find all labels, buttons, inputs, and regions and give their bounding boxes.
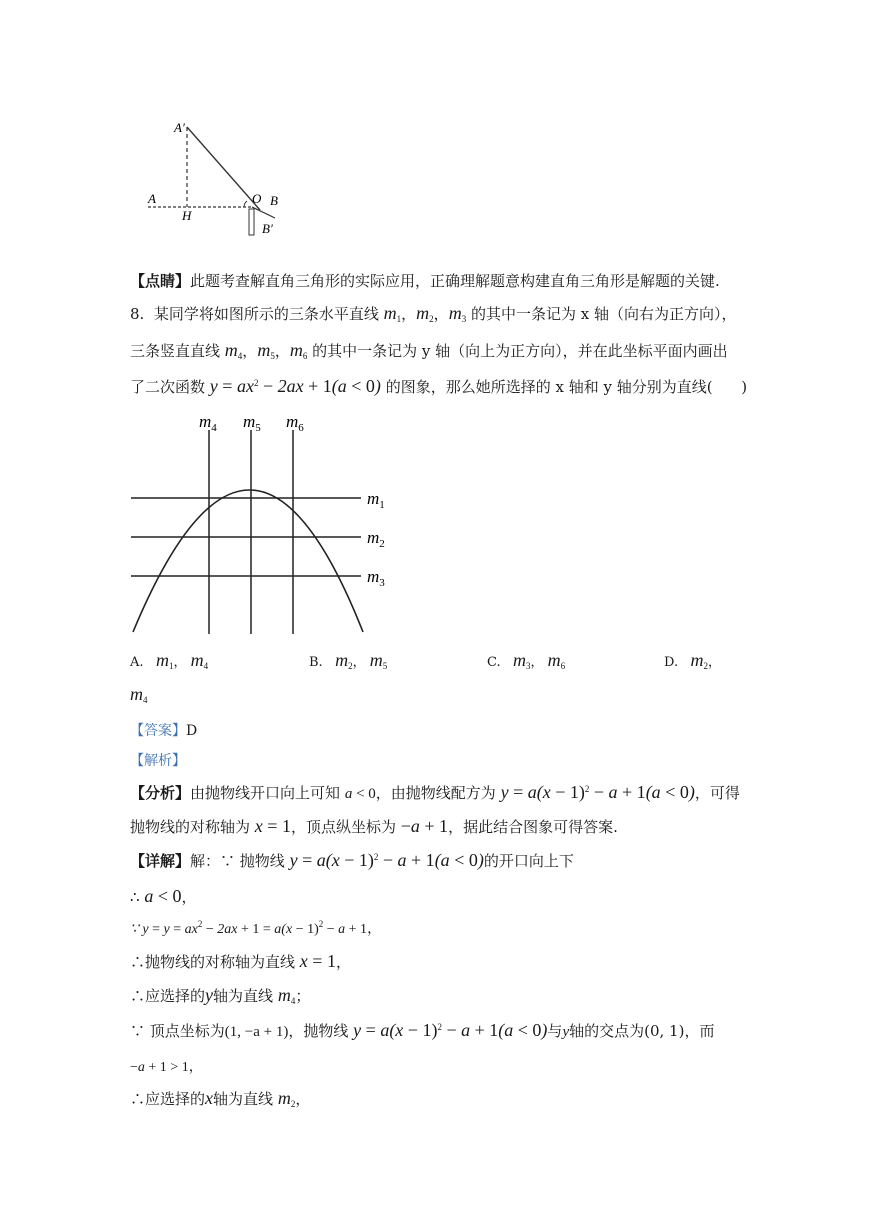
label-m4: $m_4$ xyxy=(199,412,217,434)
dianjing-line xyxy=(130,270,720,291)
function-formula: $y = ax^2 - 2ax + 1(a < 0)$ xyxy=(209,376,381,396)
step-2: ∵ $y = y = ax^2 - 2ax + 1 = a(x - 1)^2 - a + 1$， xyxy=(130,919,382,937)
step-7: ∴应选择的x轴为直线 $m_2$， xyxy=(130,1088,311,1109)
step-4: ∴应选择的y轴为直线 $m_4$； xyxy=(130,985,311,1006)
question-line-3 xyxy=(130,376,747,397)
label-m5: $m_5$ xyxy=(243,412,261,434)
fenxi-text-5: ，顶点纵坐标为 xyxy=(290,818,396,836)
label-b-prime: B′ xyxy=(262,221,273,236)
xiangjie-bracket: 【详解】 xyxy=(130,852,191,870)
xiangjie-text-1: 解：∵ 抛物线 xyxy=(190,852,285,870)
answer-line xyxy=(130,720,197,740)
step-7-text-a: ∴应选择的 xyxy=(130,1090,206,1108)
question-text-3b: 的图象，那么她所选择的 x 轴和 y 轴分别为直线( xyxy=(385,378,713,396)
label-m3: $m_3$ xyxy=(367,567,385,589)
question-text-2a: 三条竖直直线 xyxy=(130,342,221,360)
fenxi-line-1: 【分析】由抛物线开口向上可知 a < 0，由抛物线配方为 $y = a(x - 1)^2 - a + 1(a < 0)$，可得 xyxy=(130,782,740,802)
label-h: H xyxy=(182,208,192,223)
label-a: A xyxy=(148,191,156,206)
dianjing-bracket: 【点睛】 xyxy=(130,272,191,290)
step-5-text-a: ∵ 顶点坐标为 xyxy=(130,1022,225,1040)
fenxi-bracket: 【分析】 xyxy=(130,784,191,802)
xiangjie-line: 【详解】解：∵ 抛物线 $y = a(x - 1)^2 - a + 1(a < 0)$的开口向上下 xyxy=(130,850,574,870)
answer-label: 【答案】 xyxy=(130,723,186,739)
label-a-prime: A′ xyxy=(174,120,185,135)
triangle-figure xyxy=(140,115,290,245)
step-5-text-b: ，抛物线 xyxy=(288,1022,349,1040)
option-c: C. $m_3$， $m_6$ xyxy=(487,650,566,671)
step-5-text-c: 与 xyxy=(547,1022,563,1040)
step-1-therefore: ∴ xyxy=(130,888,140,906)
fenxi-text-4: 抛物线的对称轴为 xyxy=(130,818,251,836)
step-7-text-b: 轴为直线 xyxy=(213,1090,274,1108)
step-1: ∴ a < 0， xyxy=(130,886,197,906)
option-a-key: A. xyxy=(130,655,144,670)
xiangjie-text-2: 的开口向上下 xyxy=(483,852,574,870)
step-5-text-e: ，而 xyxy=(684,1022,715,1040)
answer-value: D xyxy=(186,723,198,739)
fenxi-text-2: ，由抛物线配方为 xyxy=(375,784,496,802)
jiexi-line xyxy=(130,750,186,770)
question-text-3a: 了二次函数 xyxy=(130,378,206,396)
option-b: B. $m_2$， $m_5$ xyxy=(309,650,388,671)
option-d: D. $m_2$， xyxy=(664,650,722,671)
dianjing-text: 此题考查解直角三角形的实际应用，正确理解题意构建直角三角形是解题的关键. xyxy=(190,272,720,290)
option-d-wrap: $m_4$ xyxy=(130,684,148,705)
step-6: −a + 1 > 1， xyxy=(130,1059,203,1075)
label-o: O xyxy=(252,191,262,206)
fenxi-text-1: 由抛物线开口向上可知 xyxy=(190,784,341,802)
label-m2: $m_2$ xyxy=(367,528,385,550)
step-5-text-d: 轴的交点为 xyxy=(569,1022,645,1040)
option-b-key: B. xyxy=(309,655,323,670)
label-m1: $m_1$ xyxy=(367,489,385,511)
fenxi-line-2: 抛物线的对称轴为 x = 1，顶点纵坐标为 −a + 1，据此结合图象可得答案. xyxy=(130,816,618,836)
option-c-key: C. xyxy=(487,655,501,670)
question-line-1: 8. 某同学将如图所示的三条水平直线 $m_1$，$m_2$，$m_3$ 的其中一条记为 x 轴（向右为正方向）， xyxy=(130,303,737,324)
question-text-1a: 某同学将如图所示的三条水平直线 xyxy=(153,305,379,323)
question-line-2: 三条竖直直线 $m_4$，$m_5$，$m_6$ 的其中一条记为 y 轴（向上为正方向），并在此坐标平面内画出 xyxy=(130,340,728,361)
step-4-text-a: ∴应选择的 xyxy=(130,987,206,1005)
option-d-key: D. xyxy=(664,655,679,670)
fenxi-text-3: ，可得 xyxy=(694,784,740,802)
step-4-text-b: 轴为直线 xyxy=(213,987,274,1005)
question-text-1b: 的其中一条记为 x 轴（向右为正方向）， xyxy=(470,305,737,323)
fenxi-text-6: ，据此结合图象可得答案. xyxy=(448,818,618,836)
option-a: A. $m_1$， $m_4$ xyxy=(130,650,209,671)
label-m6: $m_6$ xyxy=(286,412,304,434)
step-5: ∵ 顶点坐标为(1, −a + 1)，抛物线 $y = a(x - 1)^2 - a + 1(a < 0)$与y轴的交点为(0, 1)，而 xyxy=(130,1020,715,1040)
step-3: ∴抛物线的对称轴为直线 x = 1， xyxy=(130,951,351,971)
step-3-text: ∴抛物线的对称轴为直线 xyxy=(130,953,296,971)
jiexi-label: 【解析】 xyxy=(130,753,186,769)
parabola-figure xyxy=(125,408,405,638)
label-b: B xyxy=(270,193,278,208)
question-text-2b: 的其中一条记为 y 轴（向上为正方向），并在此坐标平面内画出 xyxy=(312,342,728,360)
question-paren-close: ) xyxy=(741,378,748,396)
question-number: 8. xyxy=(130,305,145,323)
